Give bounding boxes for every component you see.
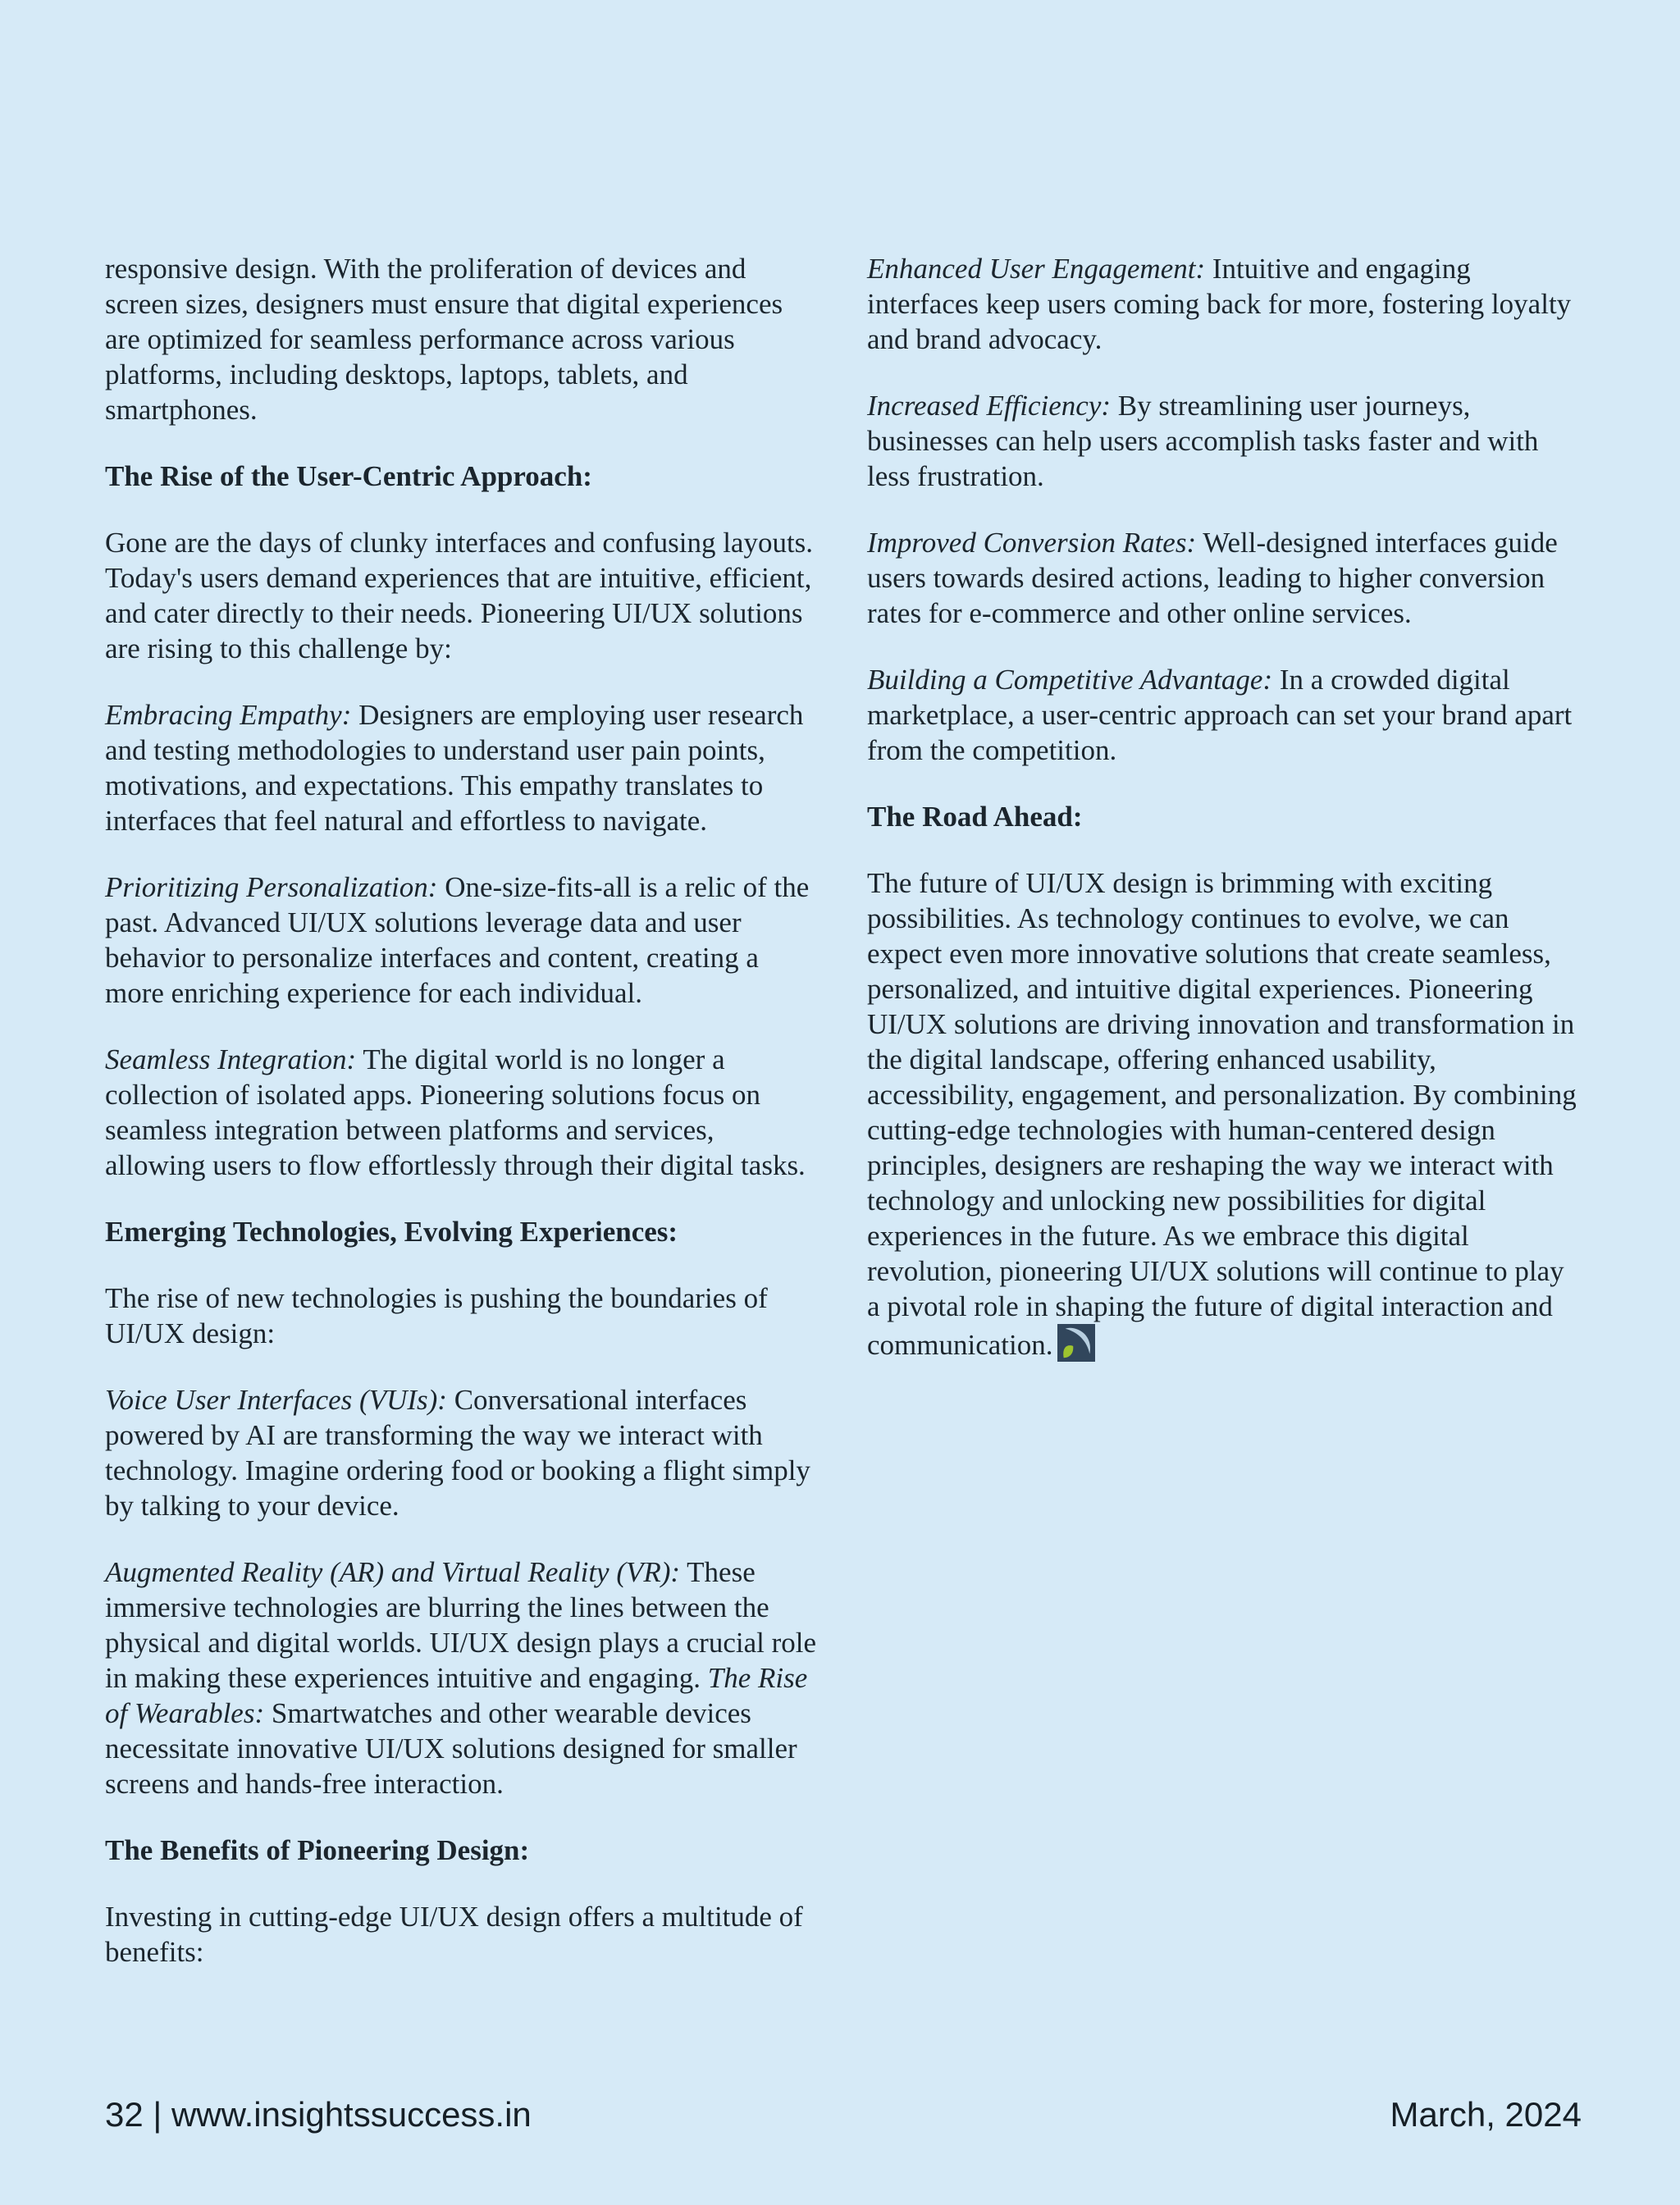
- lead-in: Voice User Interfaces (VUIs):: [105, 1384, 447, 1416]
- left-column: [105, 251, 819, 2001]
- body-paragraph: [105, 870, 819, 1011]
- body-paragraph: [105, 525, 819, 666]
- body-paragraph: [105, 1382, 819, 1523]
- paragraph-text: Well-designed interfaces guide users towards desired actions, leading to higher conversion rates for e-commerce and other online services.: [867, 527, 1558, 629]
- lead-in: Improved Conversion Rates:: [867, 527, 1197, 559]
- lead-in: Embracing Empathy:: [105, 699, 352, 731]
- body-paragraph: [867, 525, 1582, 631]
- paragraph-text: Gone are the days of clunky interfaces and confusing layouts. Today's users demand experiences that are intuitive, efficient, and cater directly to their needs. Pioneering UI/UX solutions are rising to this challenge by:: [105, 527, 814, 664]
- section-heading: Emerging Technologies, Evolving Experiences:: [105, 1216, 678, 1248]
- section-heading: The Rise of the User-Centric Approach:: [105, 460, 592, 492]
- lead-in: Augmented Reality (AR) and Virtual Reality (VR):: [105, 1556, 681, 1588]
- paragraph-text: Smartwatches and other wearable devices necessitate innovative UI/UX solutions designed for smaller screens and hands-free interaction.: [105, 1697, 797, 1800]
- section-heading: The Road Ahead:: [867, 801, 1083, 833]
- body-paragraph: [105, 1042, 819, 1183]
- paragraph-text: Designers are employing user research and testing methodologies to understand user pain points, motivations, and expectations. This empathy translates to interfaces that feel natural and effortless to navigate.: [105, 699, 804, 837]
- paragraph-text: The digital world is no longer a collection of isolated apps. Pioneering solutions focus on seamless integration between platforms and services, allowing users to flow effortlessly through their digital tasks.: [105, 1043, 806, 1181]
- lead-in: The Rise of Wearables:: [105, 1662, 808, 1729]
- body-paragraph: [105, 251, 819, 427]
- paragraph-text: Investing in cutting-edge UI/UX design offers a multitude of benefits:: [105, 1901, 803, 1968]
- paragraph-text: Conversational interfaces powered by AI are transforming the way we interact with technology. Imagine ordering food or booking a flight simply by talking to your device.: [105, 1384, 810, 1522]
- body-paragraph: [105, 1281, 819, 1351]
- paragraph-text: The future of UI/UX design is brimming with exciting possibilities. As technology continues to evolve, we can expect even more innovative solutions that create seamless, personalized, and intuitive digital experiences. Pioneering UI/UX solutions are driving innovation and transformation in the digital landscape, offering enhanced usability, accessibility, engagement, and personalization. By combining cutting-edge technologies with human-centered design principles, designers are reshaping the way we interact with technology and unlocking new possibilities for digital experiences in the future. As we embrace this digital revolution, pioneering UI/UX solutions will continue to play a pivotal role in shaping the future of digital interaction and communication.: [867, 867, 1577, 1361]
- right-column: [867, 251, 1582, 2001]
- body-paragraph: [867, 251, 1582, 357]
- footer-date: March, 2024: [1390, 2095, 1582, 2134]
- insights-success-end-mark-icon: [1057, 1324, 1095, 1362]
- paragraph-text: Intuitive and engaging interfaces keep users coming back for more, fostering loyalty and brand advocacy.: [867, 253, 1572, 355]
- body-paragraph: [867, 388, 1582, 494]
- paragraph-text: These immersive technologies are blurring the lines between the physical and digital worlds. UI/UX design plays a crucial role in making these experiences intuitive and engaging.: [105, 1556, 817, 1694]
- body-paragraph: [105, 1554, 819, 1801]
- lead-in: Prioritizing Personalization:: [105, 871, 438, 903]
- page-footer: [105, 2095, 1582, 2134]
- body-paragraph: [105, 697, 819, 838]
- lead-in: Increased Efficiency:: [867, 390, 1112, 422]
- lead-in: Building a Competitive Advantage:: [867, 664, 1273, 696]
- footer-page-info: 32 | www.insightssuccess.in: [105, 2095, 532, 2134]
- paragraph-text: responsive design. With the proliferation of devices and screen sizes, designers must ensure that digital experiences are optimized for seamless performance across various platforms, including desktops, laptops, tablets, and smartphones.: [105, 253, 783, 426]
- section-heading: The Benefits of Pioneering Design:: [105, 1834, 530, 1866]
- body-paragraph: [105, 1899, 819, 1970]
- lead-in: Enhanced User Engagement:: [867, 253, 1206, 285]
- body-paragraph: [867, 865, 1582, 1363]
- paragraph-text: One-size-fits-all is a relic of the past. Advanced UI/UX solutions leverage data and user behavior to personalize interfaces and content, creating a more enriching experience for each individual.: [105, 871, 810, 1009]
- paragraph-text: By streamlining user journeys, businesses can help users accomplish tasks faster and with less frustration.: [867, 390, 1539, 492]
- paragraph-text: The rise of new technologies is pushing the boundaries of UI/UX design:: [105, 1282, 768, 1349]
- body-paragraph: [867, 662, 1582, 768]
- lead-in: Seamless Integration:: [105, 1043, 357, 1075]
- paragraph-text: In a crowded digital marketplace, a user-centric approach can set your brand apart from the competition.: [867, 664, 1573, 766]
